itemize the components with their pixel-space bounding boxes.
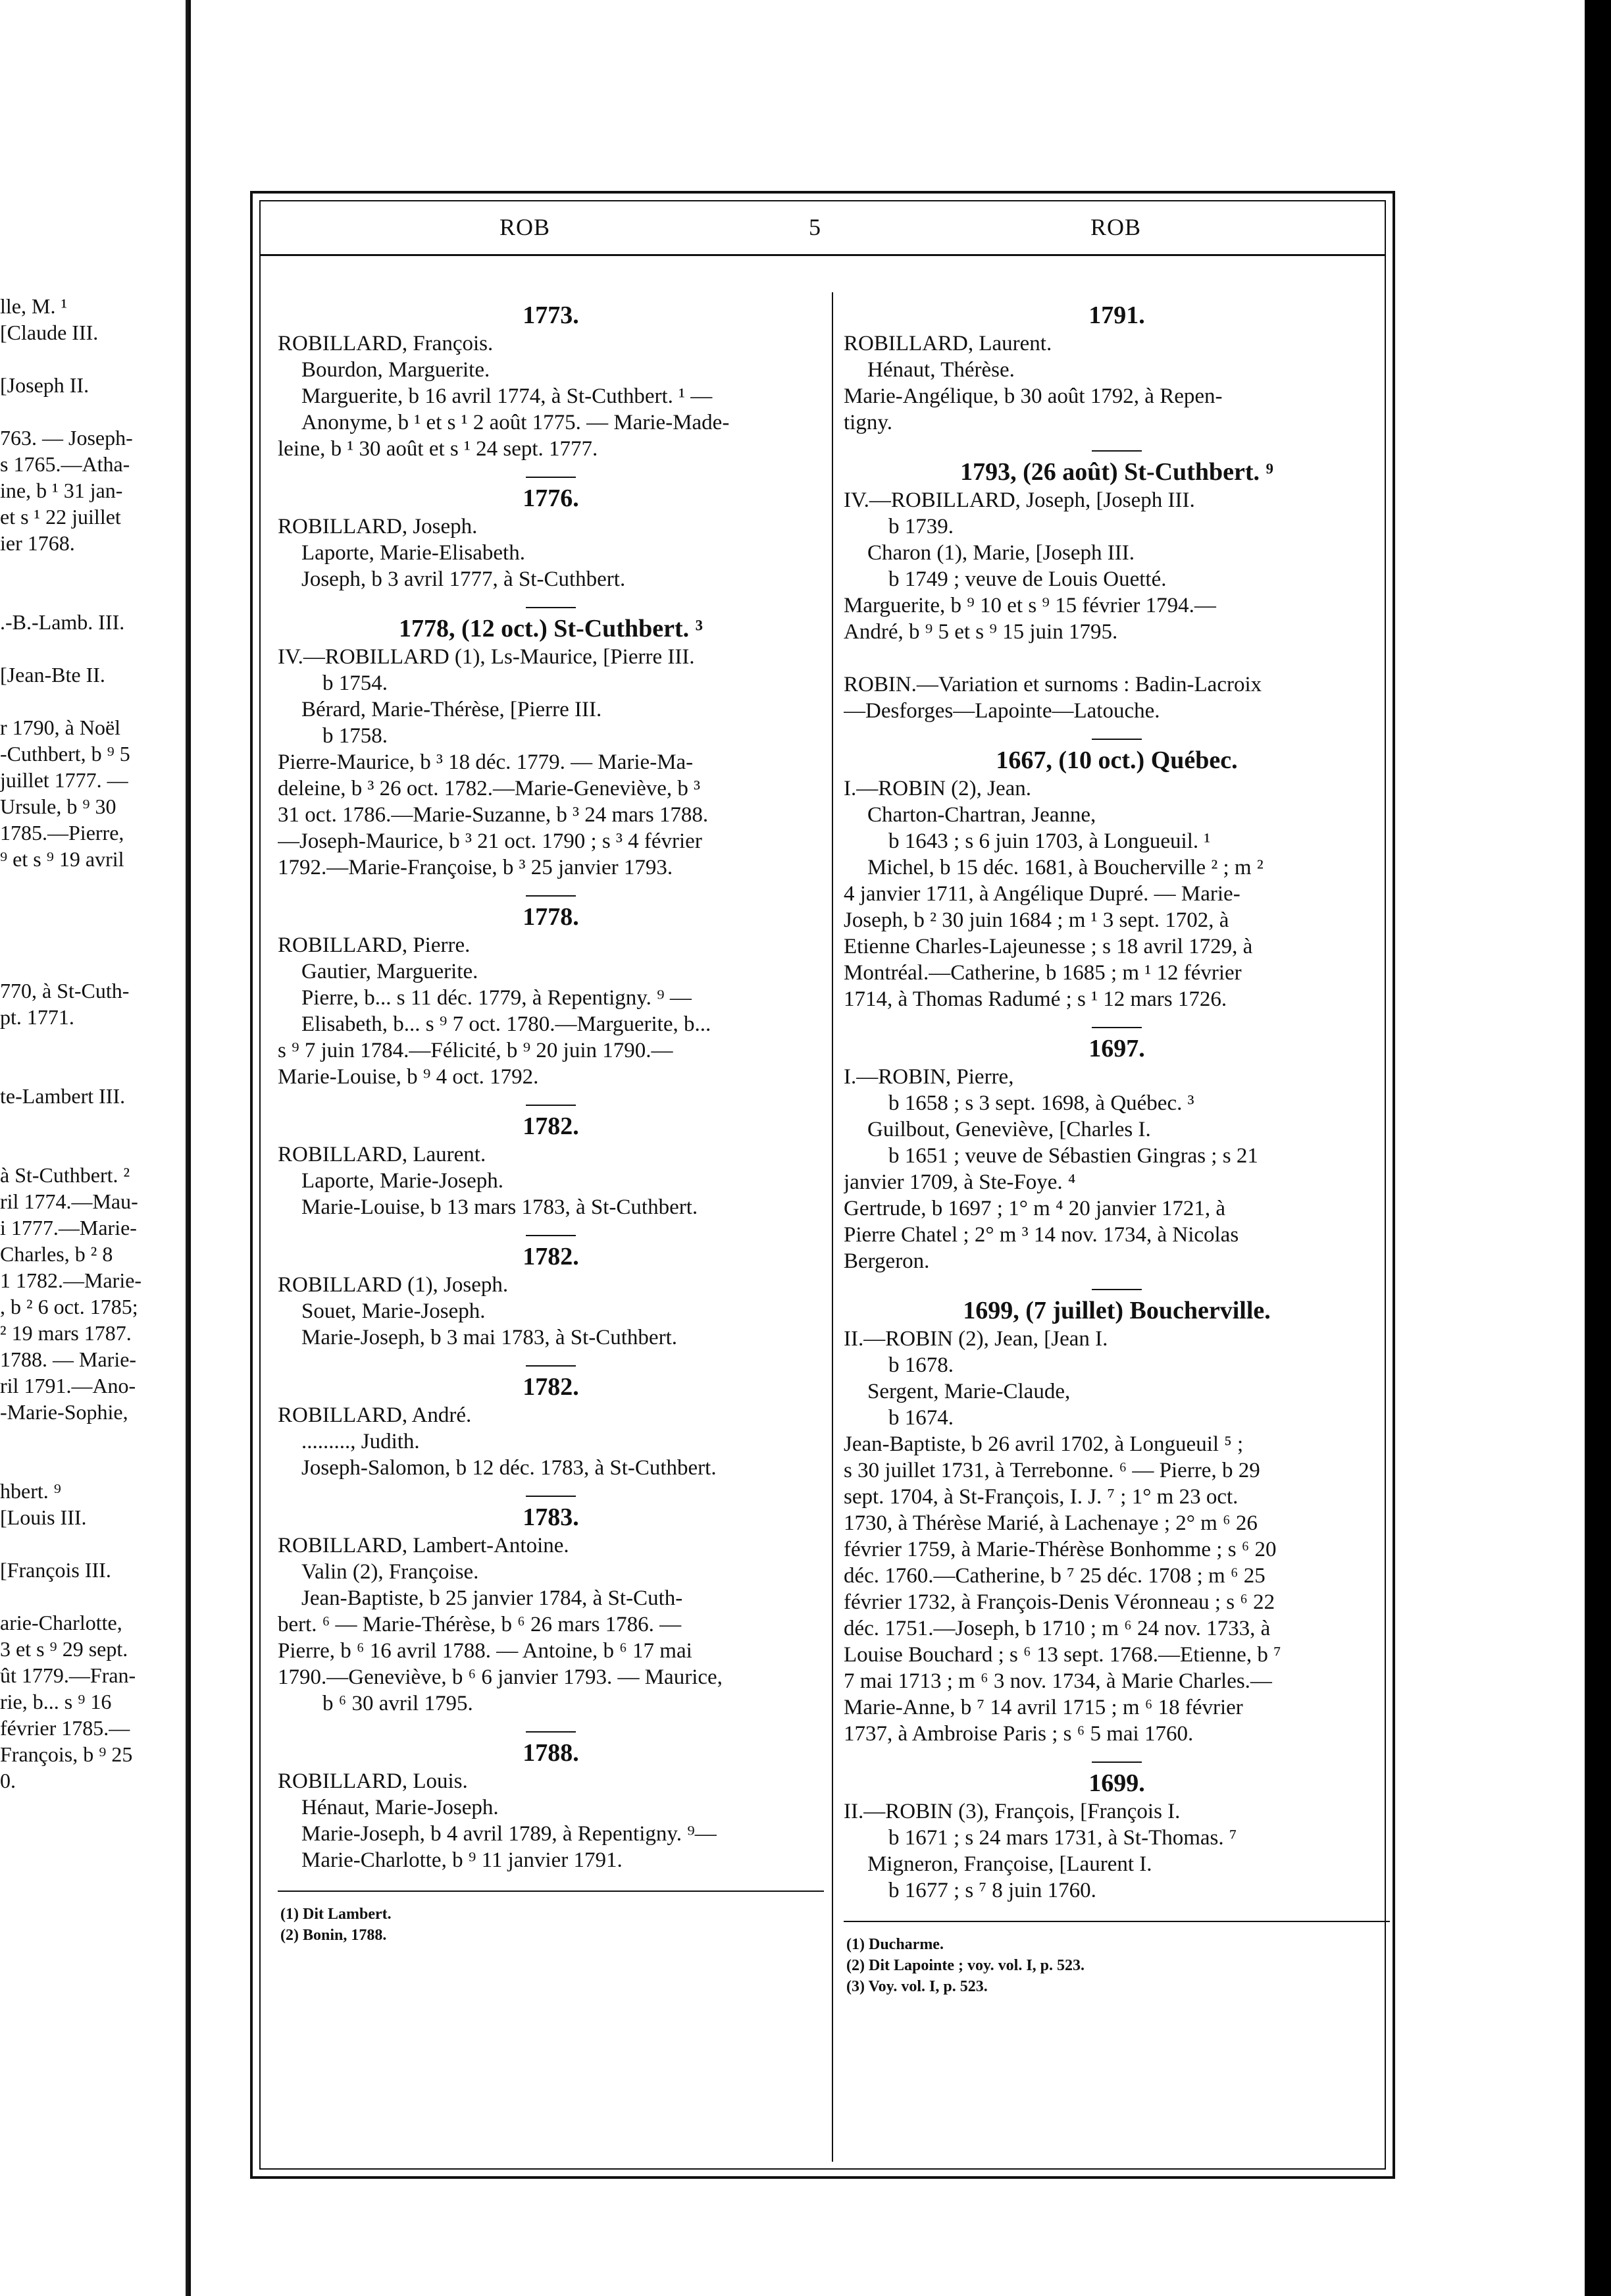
fragment-line: [Jean-Bte II. [0,663,105,687]
entry-year-heading: 1791. [1088,301,1145,329]
fragment-line: Charles, b ² 8 [0,1242,113,1266]
entry-separator [526,1105,576,1106]
entry-line: bert. ⁶ — Marie-Thérèse, b ⁶ 26 mars 1786. — [278,1613,682,1636]
entry-line: Guilbout, Geneviève, [Charles I. [867,1118,1151,1141]
fragment-line [0,583,191,609]
entry-line: s 30 juillet 1731, à Terrebonne. ⁶ — Pierre, b 29 [844,1459,1260,1482]
entry-line: b 1643 ; s 6 juin 1703, à Longueuil. ¹ [888,829,1211,853]
entry-line: Marie-Louise, b 13 mars 1783, à St-Cuthbert. [301,1195,698,1219]
entry-line: Pierre, b... s 11 déc. 1779, à Repentigny. ⁹ — [301,986,692,1010]
previous-page-text [0,293,191,1794]
entry-line: déc. 1751.—Joseph, b 1710 ; m ⁶ 24 nov. 1733, à [844,1617,1271,1640]
entry-line: Marie-Joseph, b 3 mai 1783, à St-Cuthbert. [301,1326,677,1349]
entry-year-heading: 1699, (7 juillet) Boucherville. [963,1297,1271,1324]
entry-line: IV.—ROBILLARD (1), Ls-Maurice, [Pierre III. [278,645,695,669]
running-header [253,213,1393,246]
entry-line: ........., Judith. [301,1430,420,1453]
header-right: ROB [1090,214,1142,240]
entry-line: b 1658 ; s 3 sept. 1698, à Québec. ³ [888,1091,1194,1115]
fragment-line: te-Lambert III. [0,1084,126,1108]
entry-line: Marie-Joseph, b 4 avril 1789, à Repentigny. ⁹— [301,1822,717,1846]
entry-line: —Desforges—Lapointe—Latouche. [844,699,1160,723]
entry-line: b 1674. [888,1406,954,1430]
fragment-line: s 1765.—Atha- [0,452,130,476]
fragment-line: 763. — Joseph- [0,426,133,450]
entry-line: Marguerite, b 16 avril 1774, à St-Cuthbert. ¹ — [301,384,713,408]
page-edge [1585,0,1611,2296]
footnote: (3) Voy. vol. I, p. 523. [846,1978,988,1995]
entry-line: Marie-Angélique, b 30 août 1792, à Repen- [844,384,1223,408]
entry-separator [526,1365,576,1367]
entry-year-heading: 1788. [523,1739,579,1767]
entry-line: IV.—ROBILLARD, Joseph, [Joseph III. [844,488,1195,512]
entry-year-heading: 1773. [523,301,579,329]
entry-line: Laporte, Marie-Joseph. [301,1169,503,1193]
entry-line: Pierre, b ⁶ 16 avril 1788. — Antoine, b ⁶ 17 mai [278,1639,692,1663]
entry-line: ROBILLARD, André. [278,1403,472,1427]
entry-line: Marguerite, b ⁹ 10 et s ⁹ 15 février 1794.— [844,594,1216,617]
entry-line: Hénaut, Marie-Joseph. [301,1796,499,1819]
entry-line: ROBILLARD (1), Joseph. [278,1273,509,1297]
entry-line: b 1754. [322,671,388,695]
footnote: (1) Ducharme. [846,1936,944,1953]
fragment-line [0,1109,191,1135]
fragment-line [0,1530,191,1557]
entry-separator [526,1731,576,1733]
right-column [844,300,1390,1997]
entry-separator [526,607,576,608]
entry-line: André, b ⁹ 5 et s ⁹ 15 juin 1795. [844,620,1118,644]
entry-separator [1092,739,1142,740]
entry-year-heading: 1667, (10 oct.) Québec. [996,746,1238,774]
entry-line: tigny. [844,411,892,434]
footnote: (2) Bonin, 1788. [280,1927,387,1944]
previous-page-fragment [0,0,191,2296]
entry-line: Anonyme, b ¹ et s ¹ 2 août 1775. — Marie-Made- [301,411,730,434]
entry-line: 1790.—Geneviève, b ⁶ 6 janvier 1793. — Maurice, [278,1665,723,1689]
header-rule [261,254,1385,256]
entry-separator [526,1235,576,1236]
fragment-line [0,1030,191,1057]
entry-line: ROBILLARD, Pierre. [278,933,471,957]
fragment-line: r 1790, à Noël [0,716,121,739]
entry-line: ROBIN.—Variation et surnoms : Badin-Lacroix [844,673,1262,696]
book-gutter [186,0,191,2296]
entry-year-heading: 1782. [523,1112,579,1140]
fragment-line: [Louis III. [0,1505,87,1529]
fragment-line [0,899,191,925]
entry-line: 7 mai 1713 ; m ⁶ 3 nov. 1734, à Marie Charles.— [844,1669,1272,1693]
entry-line: déc. 1760.—Catherine, b ⁷ 25 déc. 1708 ; m ⁶ 25 [844,1564,1266,1588]
entry-line: Gautier, Marguerite. [301,960,478,983]
entry-line: Valin (2), Françoise. [301,1560,479,1584]
fragment-line: [Joseph II. [0,373,90,397]
entry-line: Bérard, Marie-Thérèse, [Pierre III. [301,698,602,721]
fragment-line: hbert. ⁹ [0,1479,61,1503]
entry-line: 1737, à Ambroise Paris ; s ⁶ 5 mai 1760. [844,1722,1194,1746]
fragment-line [0,346,191,372]
entry-year-heading: 1793, (26 août) St-Cuthbert. ⁹ [960,458,1273,486]
entry-line: Marie-Charlotte, b ⁹ 11 janvier 1791. [301,1848,623,1872]
entry-line: Marie-Anne, b ⁷ 14 avril 1715 ; m ⁶ 18 février [844,1696,1243,1719]
entry-line: b 1678. [888,1353,954,1377]
fragment-line: 770, à St-Cuth- [0,979,130,1003]
fragment-line: François, b ⁹ 25 [0,1742,133,1766]
entry-line: 1714, à Thomas Radumé ; s ¹ 12 mars 1726. [844,987,1227,1011]
fragment-line: ine, b ¹ 31 jan- [0,479,123,502]
fragment-line: arie-Charlotte, [0,1611,122,1634]
entry-line: Charton-Chartran, Jeanne, [867,803,1096,827]
entry-year-heading: 1776. [523,484,579,512]
footnote: (1) Dit Lambert. [280,1906,392,1923]
entry-separator [526,1496,576,1497]
entry-line: Migneron, Françoise, [Laurent I. [867,1852,1152,1876]
entry-line: Etienne Charles-Lajeunesse ; s 18 avril 1729, à [844,935,1253,958]
page-number: 5 [809,214,821,240]
fragment-line: et s ¹ 22 juillet [0,505,121,529]
entry-line: ROBILLARD, Louis. [278,1769,468,1793]
fragment-line: -Marie-Sophie, [0,1400,128,1424]
entry-line: Pierre-Maurice, b ³ 18 déc. 1779. — Marie-Ma- [278,750,694,774]
entry-line: Sergent, Marie-Claude, [867,1380,1071,1403]
entry-separator [1092,450,1142,452]
entry-line: deleine, b ³ 26 oct. 1782.—Marie-Geneviève, b ³ [278,777,701,800]
entry-line: Joseph, b 3 avril 1777, à St-Cuthbert. [301,567,626,591]
entry-line: ROBILLARD, Laurent. [278,1143,486,1166]
page-frame [250,191,1395,2179]
entry-line: ROBILLARD, Joseph. [278,515,478,538]
entry-year-heading: 1697. [1088,1035,1145,1062]
fragment-line: 3 et s ⁹ 29 sept. [0,1637,128,1661]
entry-separator [1092,1027,1142,1028]
entry-line: Marie-Louise, b ⁹ 4 oct. 1792. [278,1065,539,1089]
fragment-line: juillet 1777. — [0,768,128,792]
fragment-line [0,1135,191,1162]
entry-line: Jean-Baptiste, b 25 janvier 1784, à St-Cuth- [301,1586,683,1610]
fragment-line: pt. 1771. [0,1005,74,1029]
fragment-line [0,1451,191,1478]
entry-line: Laporte, Marie-Elisabeth. [301,541,525,565]
entry-line: ROBILLARD, Lambert-Antoine. [278,1534,569,1557]
entry-line: Joseph-Salomon, b 12 déc. 1783, à St-Cuthbert. [301,1456,717,1480]
entry-line: b 1758. [322,724,388,748]
fragment-line: ût 1779.—Fran- [0,1663,136,1687]
fragment-line: février 1785.— [0,1716,130,1740]
entry-line: II.—ROBIN (3), François, [François I. [844,1800,1181,1823]
entry-line: 1730, à Thérèse Marié, à Lachenaye ; 2° m ⁶ 26 [844,1511,1258,1535]
entry-line: leine, b ¹ 30 août et s ¹ 24 sept. 1777. [278,437,598,461]
entry-line: Pierre Chatel ; 2° m ³ 14 nov. 1734, à Nicolas [844,1223,1239,1247]
entry-year-heading: 1782. [523,1373,579,1401]
entry-line: Montréal.—Catherine, b 1685 ; m ¹ 12 février [844,961,1242,985]
entry-line: s ⁹ 7 juin 1784.—Félicité, b ⁹ 20 juin 1790.— [278,1039,673,1062]
entry-line: II.—ROBIN (2), Jean, [Jean I. [844,1327,1108,1351]
fragment-line: i 1777.—Marie- [0,1216,137,1239]
entry-line: Elisabeth, b... s ⁹ 7 oct. 1780.—Marguerite, b... [301,1012,711,1036]
left-column [278,300,824,1946]
fragment-line: ril 1791.—Ano- [0,1374,136,1397]
entry-line: I.—ROBIN (2), Jean. [844,777,1032,800]
entry-line: Jean-Baptiste, b 26 avril 1702, à Longueuil ⁵ ; [844,1432,1244,1456]
entry-year-heading: 1782. [523,1243,579,1270]
entry-separator [526,895,576,897]
entry-line: Gertrude, b 1697 ; 1° m ⁴ 20 janvier 1721, à [844,1197,1226,1220]
entry-line: Charon (1), Marie, [Joseph III. [867,541,1135,565]
fragment-line: ier 1768. [0,531,75,555]
entry-line [844,645,1390,671]
fragment-line [0,635,191,662]
fragment-line: à St-Cuthbert. ² [0,1163,130,1187]
entry-line: Michel, b 15 déc. 1681, à Boucherville ² ; m ² [867,856,1264,879]
entry-line: Joseph, b ² 30 juin 1684 ; m ¹ 3 sept. 1702, à [844,908,1229,932]
fragment-line: 0. [0,1769,16,1792]
entry-year-heading: 1783. [523,1503,579,1531]
fragment-line: -Cuthbert, b ⁹ 5 [0,742,130,766]
fragment-line: ril 1774.—Mau- [0,1189,138,1213]
fragment-line [0,556,191,583]
entry-line: 1792.—Marie-Françoise, b ³ 25 janvier 1793. [278,856,673,879]
entry-line: sept. 1704, à St-François, I. J. ⁷ ; 1° m 23 oct. [844,1485,1239,1509]
fragment-line: lle, M. ¹ [0,294,68,318]
fragment-line [0,688,191,714]
entry-line: b 1739. [888,515,954,538]
entry-line: février 1759, à Marie-Thérèse Bonhomme ; s ⁶ 20 [844,1538,1277,1561]
entry-line: b 1677 ; s ⁷ 8 juin 1760. [888,1879,1096,1902]
entry-separator [1092,1289,1142,1290]
fragment-line: 1785.—Pierre, [0,821,124,845]
fragment-line [0,925,191,951]
fragment-line [0,872,191,899]
fragment-line: , b ² 6 oct. 1785; [0,1295,138,1318]
entry-line: b 1749 ; veuve de Louis Ouetté. [888,567,1167,591]
fragment-line: [Claude III. [0,321,99,344]
entry-line: —Joseph-Maurice, b ³ 21 oct. 1790 ; s ³ 4 février [278,829,702,853]
column-divider [832,292,833,2162]
entry-line: Souet, Marie-Joseph. [301,1299,486,1323]
entry-line: 31 oct. 1786.—Marie-Suzanne, b ³ 24 mars 1788. [278,803,709,827]
fragment-line: [François III. [0,1558,111,1582]
entry-line: Louise Bouchard ; s ⁶ 13 sept. 1768.—Etienne, b ⁷ [844,1643,1281,1667]
fragment-line: 1 1782.—Marie- [0,1268,142,1292]
footnote: (2) Dit Lapointe ; voy. vol. I, p. 523. [846,1957,1085,1974]
fragment-line: ² 19 mars 1787. [0,1321,132,1345]
entry-line: b 1671 ; s 24 mars 1731, à St-Thomas. ⁷ [888,1826,1237,1850]
fragment-line: ⁹ et s ⁹ 19 avril [0,847,124,871]
fragment-line: .-B.-Lamb. III. [0,610,125,634]
fragment-line [0,1057,191,1083]
entry-line: ROBILLARD, François. [278,332,494,355]
entry-line: b 1651 ; veuve de Sébastien Gingras ; s 21 [888,1144,1258,1168]
entry-year-heading: 1699. [1088,1769,1145,1797]
fragment-line [0,1583,191,1609]
header-left: ROB [499,214,551,240]
entry-line: ROBILLARD, Laurent. [844,332,1052,355]
fragment-line: rie, b... s ⁹ 16 [0,1690,112,1713]
fragment-line: 1788. — Marie- [0,1347,137,1371]
fragment-line [0,951,191,978]
fragment-line [0,398,191,425]
entry-separator [1092,1761,1142,1763]
fragment-line: Ursule, b ⁹ 30 [0,795,116,818]
entry-year-heading: 1778, (12 oct.) St-Cuthbert. ³ [398,615,703,642]
entry-line: I.—ROBIN, Pierre, [844,1065,1014,1089]
entry-line: Hénaut, Thérèse. [867,358,1015,382]
entry-line: février 1732, à François-Denis Véronneau ; s ⁶ 22 [844,1590,1275,1614]
entry-year-heading: 1778. [523,903,579,931]
fragment-line [0,1425,191,1451]
entry-line: b ⁶ 30 avril 1795. [322,1692,473,1715]
entry-line: Bergeron. [844,1249,930,1273]
entry-line: janvier 1709, à Ste-Foye. ⁴ [844,1170,1076,1194]
entry-separator [526,477,576,478]
entry-line: 4 janvier 1711, à Angélique Dupré. — Marie- [844,882,1240,906]
entry-line: Bourdon, Marguerite. [301,358,490,382]
